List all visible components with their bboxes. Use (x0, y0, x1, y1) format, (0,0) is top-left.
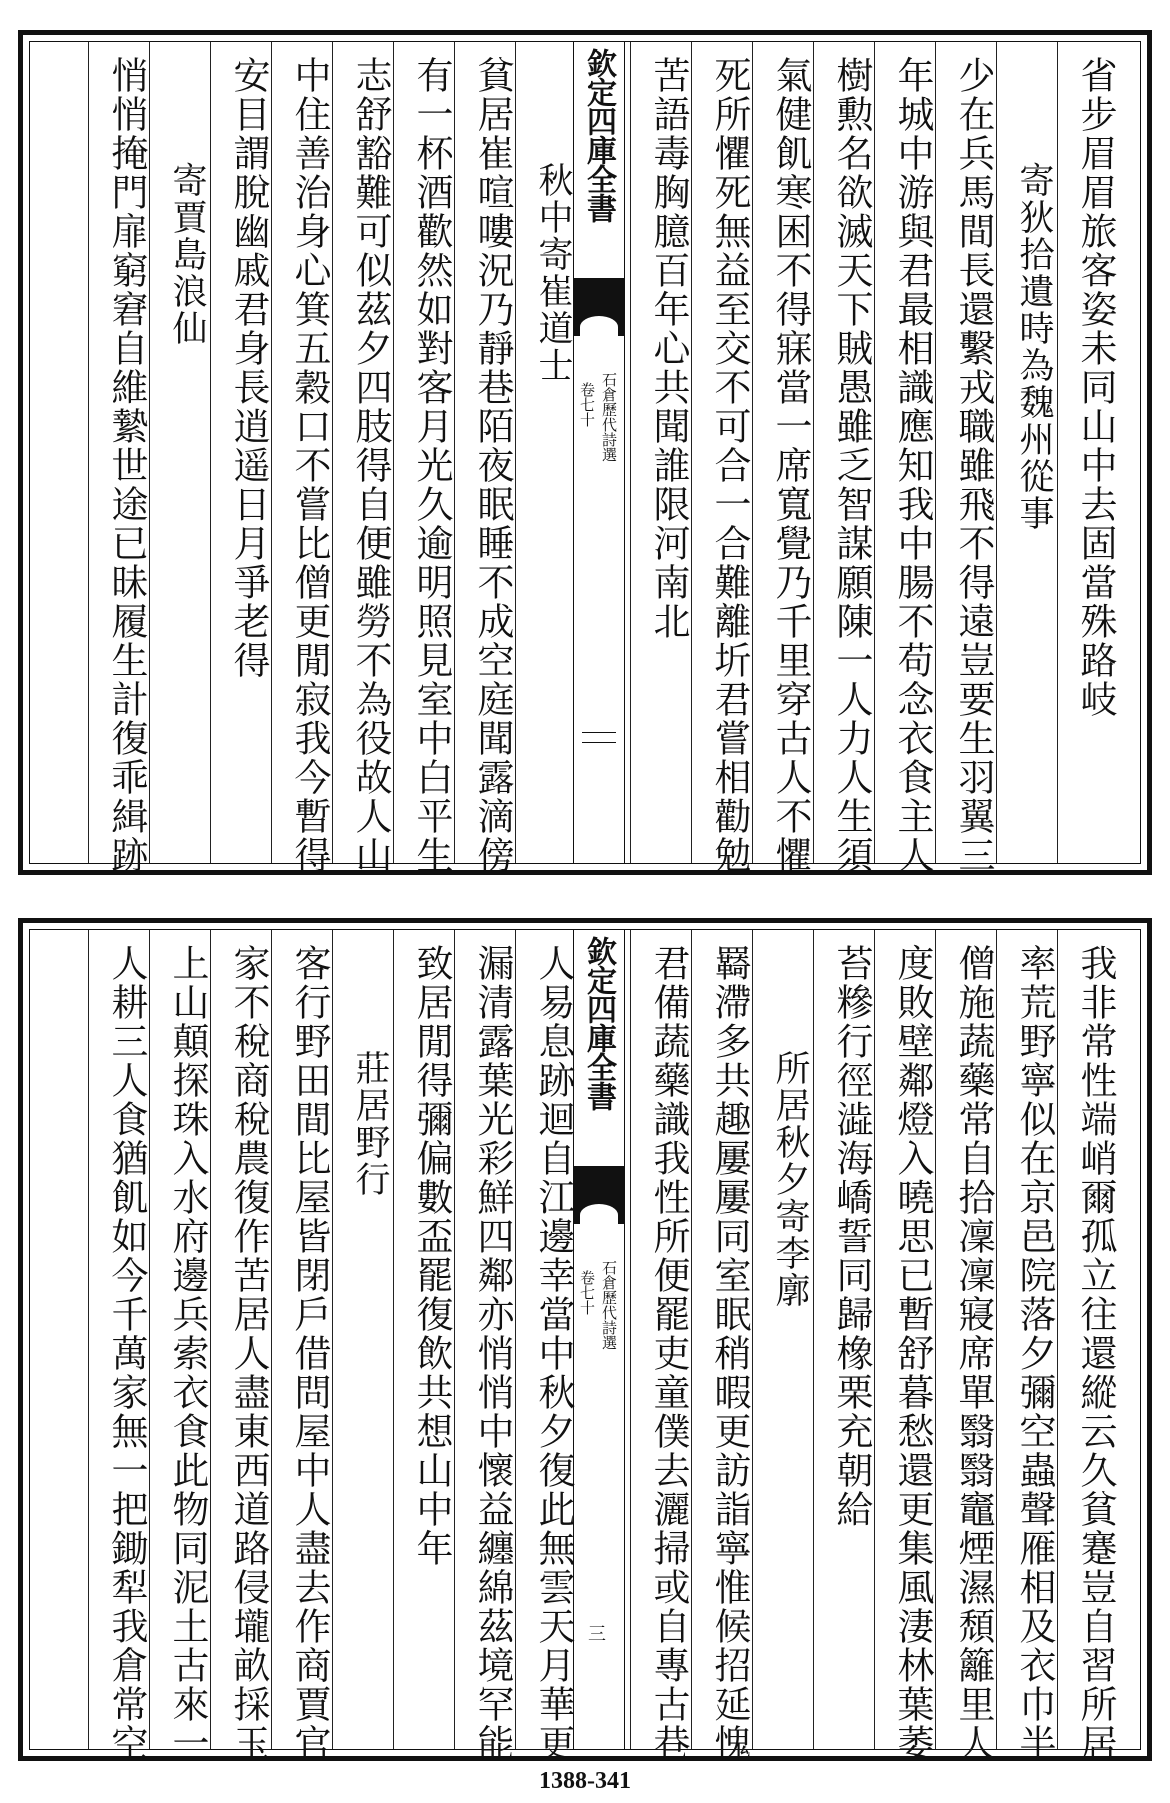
text-column: 客行野田間比屋皆閉戶借問屋中人盡去作商賈官 (288, 944, 331, 1763)
fish-tail-ornament (574, 1166, 624, 1224)
column-rule (996, 930, 997, 1749)
text-column: 悄悄掩門扉窮窘自維縶世途已昧履生計復乖緝跡 (105, 56, 148, 875)
column-rule (149, 930, 150, 1749)
column-rule (515, 930, 516, 1749)
poem-title: 秋中寄崔道士 (533, 162, 573, 384)
text-column: 家不稅商稅農復作苦居人盡東西道路侵壠畝採玉 (227, 944, 270, 1763)
column-rule (874, 42, 875, 863)
text-column: 僧施蔬藥常自拾凜凜寢席單翳翳竈煙濕頹籬里人 (952, 944, 995, 1763)
column-rule (332, 930, 333, 1749)
text-column: 漏清露葉光彩鮮四鄰亦悄悄中懷益纏綿茲境罕能 (471, 944, 514, 1763)
column-rule (935, 42, 936, 863)
poem-title: 寄狄拾遺時為魏州從事 (1014, 162, 1054, 532)
column-rule (813, 930, 814, 1749)
column-rule (691, 930, 692, 1749)
text-column: 苦語毒胸臆百年心共聞誰限河南北 (647, 56, 690, 641)
text-column: 少在兵馬間長還繫戎職雖飛不得遠豈要生羽翼三 (952, 56, 995, 875)
column-rule (935, 930, 936, 1749)
poem-title: 莊居野行 (350, 1050, 390, 1198)
bottom-page (18, 918, 1152, 1761)
center-spine (573, 930, 625, 1749)
column-rule (691, 42, 692, 863)
column-rule (332, 42, 333, 863)
fish-tail-ornament (574, 278, 624, 336)
column-rule (813, 42, 814, 863)
spine-tick (582, 732, 616, 733)
text-column: 我非常性端峭爾孤立往還縱云久貧蹇豈自習所居 (1074, 944, 1117, 1763)
collection-title: 石倉歷代詩選 (600, 372, 618, 462)
spine-tick (582, 742, 616, 743)
juan-number: 卷七十 (578, 1270, 596, 1315)
column-rule (393, 42, 394, 863)
text-column: 死所懼死無益至交不可合一合難離圻君嘗相勸勉 (708, 56, 751, 875)
column-rule (752, 930, 753, 1749)
text-column: 人耕三人食猶飢如今千萬家無一把鋤犁我倉常空 (105, 944, 148, 1763)
text-column: 君備蔬藥識我性所便罷吏童僕去灑掃或自專古巷 (647, 944, 690, 1763)
bottom-page-frame (29, 929, 1141, 1763)
column-rule (271, 42, 272, 863)
text-column: 年城中游與君最相識應知我中腸不苟念衣食主人 (891, 56, 934, 875)
column-rule (874, 930, 875, 1749)
column-rule (515, 42, 516, 863)
column-rule (996, 42, 997, 863)
poem-title: 寄賈島浪仙 (167, 162, 207, 347)
text-column: 安目謂脫幽戚君身長逍遥日月爭老得 (227, 56, 270, 680)
text-column: 羇滯多共趣屢屢同室眠稍暇更訪詣寧惟候招延愧 (708, 944, 751, 1763)
text-column: 樹勲名欲滅天下賊愚雖乏智謀願陳一人力人生須 (830, 56, 873, 875)
column-rule (1057, 930, 1058, 1749)
column-rule (1057, 42, 1058, 863)
text-column: 氣健飢寒困不得寐當一席寬覺乃千里穿古人不懼 (769, 56, 812, 875)
text-column: 度敗壁鄰燈入曉思已暫舒暮愁還更集風淒林葉萎 (891, 944, 934, 1763)
column-rule (630, 930, 631, 1749)
text-column: 上山顛探珠入水府邊兵索衣食此物同泥土古來一 (166, 944, 209, 1763)
column-rule (393, 930, 394, 1749)
text-column: 省步眉眉旅客姿未同山中去固當殊路岐 (1074, 56, 1117, 719)
column-rule (88, 42, 89, 863)
book-title: 欽定四庫全書 (581, 48, 616, 222)
juan-number: 卷七十 (578, 382, 596, 427)
column-rule (752, 42, 753, 863)
text-column: 貧居崔喧嘍況乃靜巷陌夜眠睡不成空庭聞露滴傍 (471, 56, 514, 875)
top-page-frame (29, 41, 1141, 875)
column-rule (454, 930, 455, 1749)
column-rule (210, 42, 211, 863)
column-rule (454, 42, 455, 863)
column-rule (88, 930, 89, 1749)
text-column: 人易息跡迴自江邊幸當中秋夕復此無雲天月華更 (532, 944, 575, 1763)
column-rule (210, 930, 211, 1749)
column-rule (630, 42, 631, 863)
folio-number: 三 (588, 1624, 606, 1645)
book-title: 欽定四庫全書 (581, 936, 616, 1110)
page-number: 1388-341 (539, 1768, 631, 1794)
text-column: 中住善治身心箕五穀口不嘗比僧更閒寂我今暫得 (288, 56, 331, 875)
text-column: 率荒野寧似在京邑院落夕彌空蟲聲雁相及衣巾半 (1013, 944, 1056, 1763)
top-page (18, 30, 1152, 875)
collection-title: 石倉歷代詩選 (600, 1260, 618, 1350)
column-rule (271, 930, 272, 1749)
text-column: 苔糝行徑澁海嶠誓同歸橡栗充朝給 (830, 944, 873, 1529)
text-column: 有一杯酒歡然如對客月光久逾明照見室中白平生 (410, 56, 453, 875)
column-rule (149, 42, 150, 863)
center-spine (573, 42, 625, 863)
text-column: 志舒豁難可似茲夕四肢得自便雖勞不為役故人山 (349, 56, 392, 875)
poem-title: 所居秋夕寄李廓 (770, 1050, 810, 1309)
text-column: 致居閒得彌偏數盃罷復飲共想山中年 (410, 944, 453, 1568)
